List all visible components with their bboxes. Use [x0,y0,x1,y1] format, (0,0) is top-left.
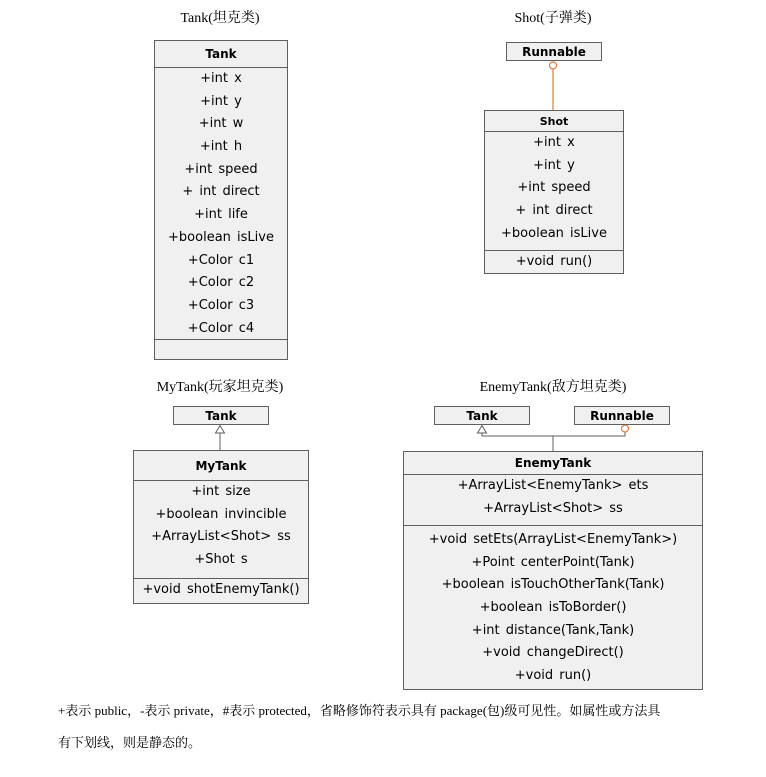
mytank-diagram-title: MyTank(玩家坦克类) [156,380,284,395]
shot-method: +void run() [515,254,593,269]
tank-class-box [154,40,288,360]
shot-diagram-title: Shot(子弹类) [514,11,592,26]
enemytank-attributes [404,475,702,526]
enemytank-method: +Point centerPoint(Tank) [471,554,635,570]
enemytank-method: +void run() [514,668,592,684]
mytank-parent-tank: Tank [173,406,269,425]
tank-class-name: Tank [155,41,287,68]
tank-attribute: + int direct [182,184,260,200]
tank-methods [155,340,287,359]
tank-attribute: +Color c2 [187,275,255,291]
tank-attribute: +int life [194,207,248,223]
tank-attribute: +Color c4 [187,320,255,336]
enemytank-runnable-lollipop [622,425,629,432]
tank-attribute: +int h [199,139,243,155]
shot-runnable-interface: Runnable [506,42,602,61]
enemytank-attribute: +ArrayList<EnemyTank> ets [457,478,649,493]
mytank-class-name: MyTank [134,451,308,481]
tank-attribute: +Color c3 [187,297,255,313]
tank-attribute: +boolean isLive [168,229,274,245]
enemytank-attribute: +ArrayList<Shot> ss [483,500,623,516]
enemytank-method: +void setEts(ArrayList<EnemyTank>) [428,532,678,547]
mytank-methods [134,579,308,603]
mytank-attribute: +boolean invincible [155,506,287,522]
tank-attributes [155,68,287,340]
legend-line-2: 有下划线，则是静态的。 [58,735,202,750]
shot-attributes [485,132,623,251]
shot-attribute: + int direct [515,203,593,219]
shot-attribute: +int y [533,157,575,173]
shot-attribute: +boolean isLive [501,225,607,241]
enemytank-methods [404,526,702,689]
enemytank-method: +void changeDirect() [482,645,624,661]
enemytank-generalization-arrow [478,426,487,434]
enemytank-parent-tank: Tank [434,406,530,425]
tank-attribute: +int x [200,71,242,86]
enemytank-class-box [403,451,703,690]
mytank-attribute: +ArrayList<Shot> ss [151,529,291,545]
shot-runnable-lollipop [550,62,557,69]
mytank-attributes [134,481,308,579]
shot-class-name: Shot [485,111,623,132]
tank-attribute: +int y [200,93,242,109]
tank-attribute: +int w [198,116,244,132]
shot-class-box [484,110,624,274]
mytank-method: +void shotEnemyTank() [142,582,300,597]
mytank-attribute: +int size [191,484,251,499]
tank-attribute: +Color c1 [187,252,255,268]
shot-attribute: +int x [533,135,575,150]
visibility-legend [58,695,738,759]
enemytank-connector [482,432,625,437]
enemytank-diagram-title: EnemyTank(敌方坦克类) [479,380,627,395]
mytank-class-box [133,450,309,604]
enemytank-class-name: EnemyTank [404,452,702,475]
tank-diagram-title: Tank(坦克类) [180,11,260,26]
mytank-attribute: +Shot s [194,552,248,568]
shot-methods [485,251,623,273]
enemytank-method: +boolean isTouchOtherTank(Tank) [441,577,665,593]
enemytank-method: +boolean isToBorder() [479,600,627,616]
enemytank-method: +int distance(Tank,Tank) [471,622,635,638]
mytank-generalization-arrow [216,426,225,434]
tank-attribute: +int speed [184,161,258,177]
legend-line-1: +表示 public，-表示 private，#表示 protected，省略修饰符表示具有 package(包)级可见性。如属性或方法具 [58,703,661,718]
shot-attribute: +int speed [517,180,591,196]
enemytank-runnable-interface: Runnable [574,406,670,425]
